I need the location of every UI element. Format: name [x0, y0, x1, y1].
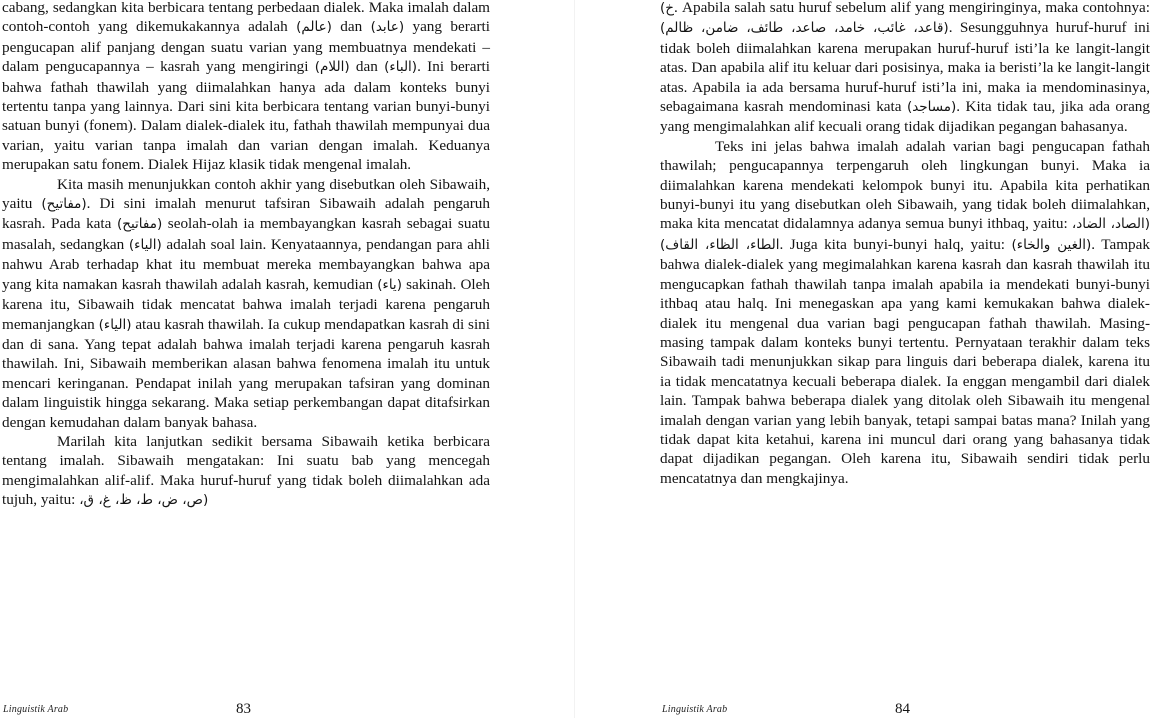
paragraph — [2, 432, 490, 511]
page-number: 84 — [895, 701, 910, 717]
left-page-body — [2, 0, 490, 511]
arabic-term: (الياء) — [98, 316, 132, 333]
text-run: dan — [331, 18, 371, 36]
text-run: . Kita tidak tau, jika ada orang yang mengimalahkan alif kecuali orang tidak dijadikan pegangan bahasanya. — [660, 98, 1150, 136]
text-run: . Apabila salah satu huruf sebelum alif yang mengiringinya, maka contohnya: — [673, 0, 1150, 16]
text-run: . Ini berarti bahwa fathah thawilah yang diimalahkan hanya ada dalam konteks bunyi tertentu tanpa yang lainnya. Dari sini kita berbicara tentang varian bunyi-bunyi satuan bunyi (fonem). Dalam dialek-dialek itu, fathah thawilah mempunyai dua varian, yaitu varian tanpa imalah dan varian dengan imalah. Keduanya merupakan satu fonem. Dialek Hijaz klasik tidak mengenal imalah. — [2, 58, 490, 174]
arabic-term: (قاعد، غائب، خامد، صاعد، طائف، ضامن، ظالم) — [660, 20, 949, 37]
paragraph — [660, 0, 1150, 137]
paragraph — [2, 175, 490, 432]
arabic-term: (عابد) — [370, 19, 405, 36]
text-run: . Sesungguhnya huruf-huruf ini tidak boleh diimalahkan karena merupakan huruf-huruf isti’la ke langit-langit atas. Dan apabila alif itu keluar dari posisinya, maka ia beristi’la ke langit-langit atas. Apabila ia ada bersama huruf-huruf isti’la ini, maka ia mendominasinya, sebagaimana kasrah mendominasi kata — [660, 19, 1150, 116]
text-run: . Tampak bahwa dialek-dialek yang megimalahkan karena kasrah dan kasrah thawilah itu mengucapkan fathah thawilah tanpa imalah apabila ia mendekati bunyi-bunyi ithbaq atau halq. Ini menegaskan apa yang kami kemukakan bahwa dialek-dialek itu mengenal dua varian bagi pengucapan fathah thawilah. Masing-masing tampak dalam konteks bunyi tertentu. Pernyataan terakhir dalam teks Sibawaih tadi menunjukkan sikap para linguis dari beberapa dialek, karena itu ia tidak mencatatnya kecuali beberapa dialek. Ia enggan mengambil dari dialek lain. Tampak bahwa beberapa dialek yang ditolak oleh Sibawaih itu mengenal imalah dengan varian yang lebih banyak, tetapi sampai batas mana? Inilah yang tidak dapat kita ketahui, karena ini muncul dari orang yang bahasanya tidak dapat dijadikan pegangan. Oleh karena itu, Sibawaih sendiri tidak perlu mencatatnya dan mengkajinya. — [660, 235, 1150, 487]
text-run: dan — [349, 58, 385, 76]
arabic-term: خ) — [660, 0, 674, 16]
right-page-body — [660, 0, 1150, 488]
arabic-term: (مساجد) — [906, 99, 957, 116]
arabic-term: (اللام) — [314, 59, 350, 76]
text-run: cabang, sedangkan kita berbicara tentang perbedaan dialek. Maka imalah dalam contoh-contoh yang dikemukakannya adalah — [2, 0, 490, 36]
text-run: sakinah. Oleh karena itu, Sibawaih tidak mencatat bahwa imalah terjadi karena pengaruh memanjangkan — [2, 275, 490, 333]
text-run: . Juga kita bunyi-bunyi halq, yaitu: — [779, 235, 1012, 253]
arabic-term: (مفاتيح) — [41, 196, 87, 213]
arabic-term: (ص، ض، ط، ظ، غ، ق، — [79, 492, 209, 509]
text-run: Kita masih menunjukkan contoh akhir yang disebutkan oleh Sibawaih, yaitu — [2, 175, 490, 213]
arabic-term: (الصاد، الضاد، الطاء، الظاء، القاف) — [660, 216, 1150, 253]
running-footer-title: Linguistik Arab — [3, 704, 69, 715]
text-run: Teks ini jelas bahwa imalah adalah varian bagi pengucapan fathah thawilah; pengucapannya terpengaruh oleh lingkungan bunyi. Maka ia diimalahkan karena mendekati kelompok bunyi itu. Apabila kita perhatikan bunyi-bunyi itu yang disebutkan oleh Sibawaih, yang tidak boleh diimalahkan, maka kita mencatat didalamnya adanya semua bunyi ithbaq, yaitu: — [660, 137, 1150, 233]
arabic-term: (الياء) — [128, 236, 162, 253]
arabic-term: (الغين والخاء) — [1011, 236, 1092, 253]
text-run: yang berarti pengucapan alif panjang dengan suatu varian yang membuatnya mendekati – dalam pengucapannya – kasrah yang mengiringi — [2, 18, 490, 76]
text-run: adalah soal lain. Kenyataannya, pendangan para ahli nahwu Arab terhadap khat itu membuat mereka membayangkan bahwa apa yang kita namakan kasrah thawilah adalah kasrah, kemudian — [2, 235, 490, 293]
arabic-term: (عالم) — [296, 19, 332, 36]
paragraph — [660, 137, 1150, 488]
page-number: 83 — [236, 701, 251, 717]
text-run: seolah-olah ia membayangkan kasrah sebagai suatu masalah, sedangkan — [2, 215, 490, 253]
arabic-term: (الباء) — [384, 59, 418, 76]
arabic-term: (مفاتيح) — [116, 216, 163, 233]
text-run: Marilah kita lanjutkan sedikit bersama Sibawaih ketika berbicara tentang imalah. Sibawaih mengatakan: Ini suatu bab yang mencegah mengimalahkan alif-alif. Maka huruf-huruf yang tidak boleh diimalahkan ada tujuh, yaitu: — [2, 432, 490, 509]
paragraph — [2, 0, 490, 175]
running-footer-title: Linguistik Arab — [662, 704, 728, 715]
arabic-term: (ياء) — [377, 276, 402, 293]
text-run: . Di sini imalah menurut tafsiran Sibawaih adalah pengaruh kasrah. Pada kata — [2, 195, 490, 233]
right-page — [575, 0, 1150, 718]
text-run: atau kasrah thawilah. Ia cukup mendapatkan kasrah di sini dan di sana. Yang tepat adalah bahwa imalah terjadi karena pengaruh kasrah thawilah. Ini, Sibawaih memberikan alasan bahwa fenomena imalah itu untuk mencari keringanan. Pendapat inilah yang merupakan tafsiran yang dominan dalam linguistik hingga sekarang. Maka setiap perkembangan dapat ditafsirkan dengan kemudahan dalam banyak bahasa. — [2, 315, 490, 431]
